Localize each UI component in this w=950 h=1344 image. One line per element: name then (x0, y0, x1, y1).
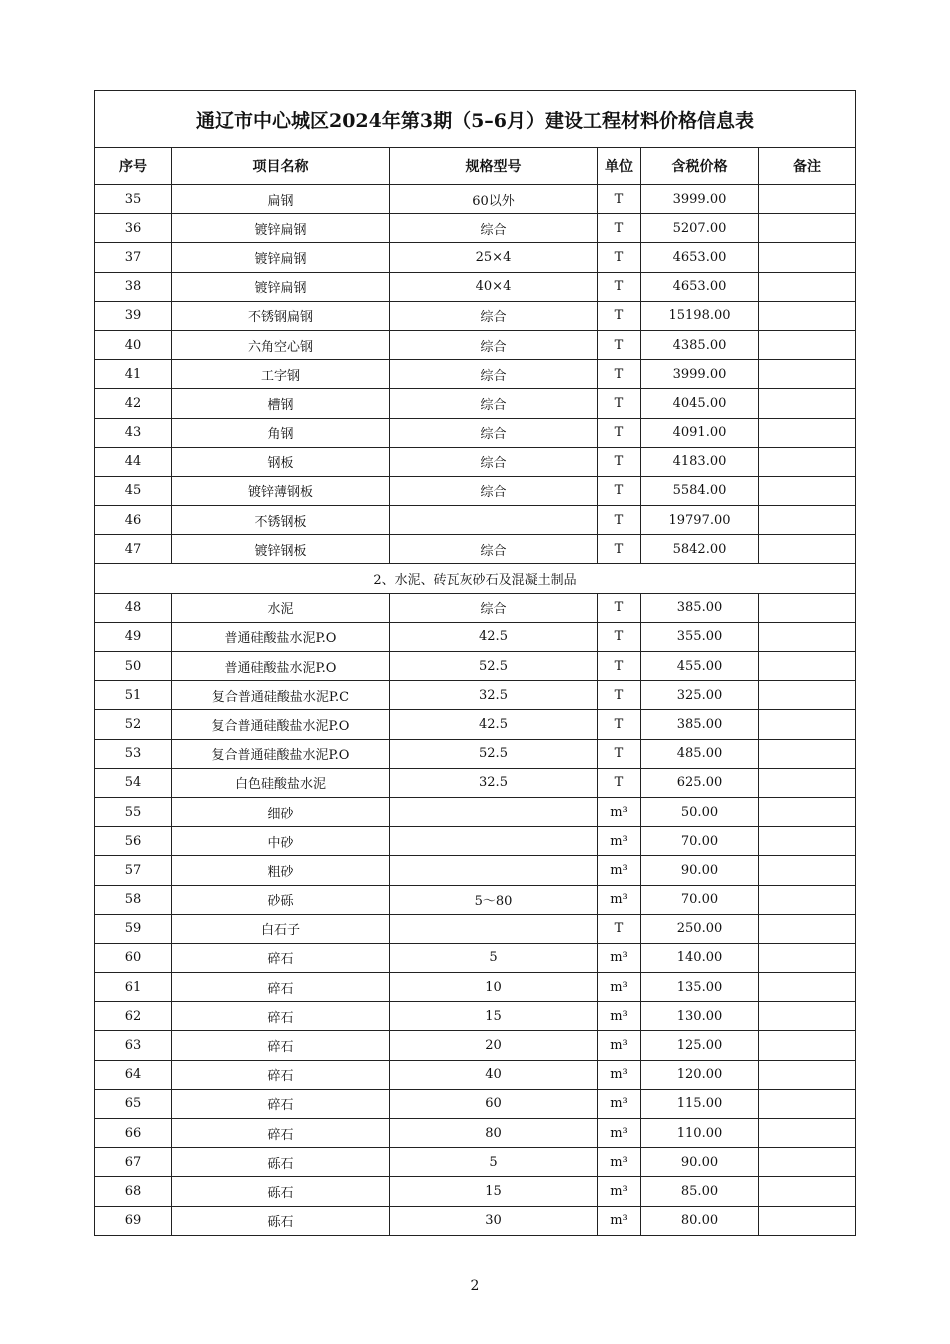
header-spec: 规格型号 (390, 148, 598, 185)
cell-unit: T (598, 447, 641, 476)
cell-name: 白石子 (172, 914, 390, 943)
cell-seq: 57 (95, 856, 172, 885)
cell-seq: 54 (95, 768, 172, 797)
cell-spec (390, 506, 598, 535)
cell-spec: 综合 (390, 330, 598, 359)
cell-remark (759, 943, 856, 972)
cell-price: 3999.00 (641, 360, 759, 389)
cell-name: 钢板 (172, 447, 390, 476)
section-heading: 2、水泥、砖瓦灰砂石及混凝土制品 (95, 564, 856, 593)
cell-remark (759, 360, 856, 389)
cell-name: 粗砂 (172, 856, 390, 885)
cell-seq: 37 (95, 243, 172, 272)
cell-name: 白色硅酸盐水泥 (172, 768, 390, 797)
cell-remark (759, 272, 856, 301)
cell-name: 中砂 (172, 827, 390, 856)
cell-spec: 10 (390, 973, 598, 1002)
cell-seq: 66 (95, 1119, 172, 1148)
cell-unit: T (598, 593, 641, 622)
cell-seq: 64 (95, 1060, 172, 1089)
cell-spec (390, 797, 598, 826)
cell-spec: 5 (390, 943, 598, 972)
section-row (95, 564, 856, 593)
cell-unit: T (598, 360, 641, 389)
table-row (95, 739, 856, 768)
table-row (95, 1089, 856, 1118)
cell-price: 4653.00 (641, 243, 759, 272)
cell-spec: 综合 (390, 535, 598, 564)
cell-seq: 62 (95, 1002, 172, 1031)
cell-name: 工字钢 (172, 360, 390, 389)
cell-name: 镀锌扁钢 (172, 272, 390, 301)
cell-name: 细砂 (172, 797, 390, 826)
cell-name: 六角空心钢 (172, 330, 390, 359)
cell-spec: 综合 (390, 360, 598, 389)
cell-remark (759, 185, 856, 214)
cell-spec: 32.5 (390, 768, 598, 797)
table-row (95, 1060, 856, 1089)
cell-remark (759, 681, 856, 710)
table-row (95, 214, 856, 243)
cell-price: 125.00 (641, 1031, 759, 1060)
cell-unit: T (598, 914, 641, 943)
cell-seq: 38 (95, 272, 172, 301)
cell-unit: T (598, 622, 641, 651)
cell-name: 扁钢 (172, 185, 390, 214)
cell-name: 不锈钢扁钢 (172, 301, 390, 330)
cell-unit: T (598, 768, 641, 797)
cell-seq: 44 (95, 447, 172, 476)
table-row (95, 593, 856, 622)
table-row (95, 389, 856, 418)
cell-name: 复合普通硅酸盐水泥P.O (172, 710, 390, 739)
table-row (95, 243, 856, 272)
cell-name: 镀锌钢板 (172, 535, 390, 564)
cell-seq: 47 (95, 535, 172, 564)
cell-unit: T (598, 185, 641, 214)
cell-seq: 67 (95, 1148, 172, 1177)
cell-unit: T (598, 389, 641, 418)
cell-price: 385.00 (641, 710, 759, 739)
cell-spec (390, 827, 598, 856)
cell-remark (759, 593, 856, 622)
cell-seq: 45 (95, 476, 172, 505)
table-row (95, 1031, 856, 1060)
cell-spec: 30 (390, 1206, 598, 1235)
table-row (95, 885, 856, 914)
cell-remark (759, 506, 856, 535)
cell-spec: 5 (390, 1148, 598, 1177)
cell-unit: m³ (598, 1089, 641, 1118)
cell-seq: 58 (95, 885, 172, 914)
cell-name: 砾石 (172, 1148, 390, 1177)
table-row (95, 476, 856, 505)
cell-name: 普通硅酸盐水泥P.O (172, 652, 390, 681)
table-row (95, 914, 856, 943)
cell-spec: 综合 (390, 593, 598, 622)
cell-seq: 46 (95, 506, 172, 535)
cell-name: 镀锌扁钢 (172, 243, 390, 272)
cell-unit: m³ (598, 827, 641, 856)
cell-unit: T (598, 681, 641, 710)
cell-remark (759, 914, 856, 943)
cell-name: 砾石 (172, 1206, 390, 1235)
cell-spec: 52.5 (390, 739, 598, 768)
cell-remark (759, 710, 856, 739)
header-seq: 序号 (95, 148, 172, 185)
cell-spec: 综合 (390, 447, 598, 476)
cell-seq: 52 (95, 710, 172, 739)
cell-remark (759, 389, 856, 418)
cell-remark (759, 652, 856, 681)
cell-price: 625.00 (641, 768, 759, 797)
table-row (95, 301, 856, 330)
cell-remark (759, 1119, 856, 1148)
cell-spec: 42.5 (390, 710, 598, 739)
cell-remark (759, 1206, 856, 1235)
table-row (95, 360, 856, 389)
cell-name: 砂砾 (172, 885, 390, 914)
cell-unit: m³ (598, 1206, 641, 1235)
cell-remark (759, 1089, 856, 1118)
table-row (95, 827, 856, 856)
cell-price: 5207.00 (641, 214, 759, 243)
cell-name: 碎石 (172, 1060, 390, 1089)
cell-name: 普通硅酸盐水泥P.O (172, 622, 390, 651)
cell-name: 碎石 (172, 943, 390, 972)
cell-unit: m³ (598, 1177, 641, 1206)
cell-spec: 综合 (390, 214, 598, 243)
cell-spec: 综合 (390, 418, 598, 447)
table-row (95, 185, 856, 214)
cell-name: 水泥 (172, 593, 390, 622)
cell-name: 碎石 (172, 1031, 390, 1060)
cell-remark (759, 1177, 856, 1206)
cell-price: 19797.00 (641, 506, 759, 535)
cell-name: 镀锌薄钢板 (172, 476, 390, 505)
cell-price: 4653.00 (641, 272, 759, 301)
cell-price: 325.00 (641, 681, 759, 710)
table-row (95, 1119, 856, 1148)
cell-price: 110.00 (641, 1119, 759, 1148)
cell-seq: 53 (95, 739, 172, 768)
cell-spec (390, 856, 598, 885)
header-remark: 备注 (759, 148, 856, 185)
cell-seq: 68 (95, 1177, 172, 1206)
cell-unit: T (598, 739, 641, 768)
cell-seq: 41 (95, 360, 172, 389)
cell-seq: 69 (95, 1206, 172, 1235)
cell-seq: 63 (95, 1031, 172, 1060)
cell-seq: 50 (95, 652, 172, 681)
cell-price: 485.00 (641, 739, 759, 768)
cell-unit: m³ (598, 1148, 641, 1177)
cell-name: 镀锌扁钢 (172, 214, 390, 243)
cell-unit: T (598, 330, 641, 359)
cell-price: 4091.00 (641, 418, 759, 447)
cell-seq: 65 (95, 1089, 172, 1118)
table-row (95, 973, 856, 1002)
cell-unit: T (598, 535, 641, 564)
cell-name: 碎石 (172, 1089, 390, 1118)
cell-price: 140.00 (641, 943, 759, 972)
table-row (95, 1177, 856, 1206)
cell-price: 5842.00 (641, 535, 759, 564)
cell-price: 5584.00 (641, 476, 759, 505)
cell-spec: 40 (390, 1060, 598, 1089)
cell-remark (759, 243, 856, 272)
cell-name: 复合普通硅酸盐水泥P.O (172, 739, 390, 768)
cell-remark (759, 827, 856, 856)
cell-seq: 48 (95, 593, 172, 622)
table-row (95, 710, 856, 739)
cell-seq: 43 (95, 418, 172, 447)
table-row (95, 535, 856, 564)
cell-unit: m³ (598, 943, 641, 972)
cell-name: 槽钢 (172, 389, 390, 418)
cell-remark (759, 418, 856, 447)
price-table (94, 90, 856, 1236)
cell-seq: 35 (95, 185, 172, 214)
cell-seq: 42 (95, 389, 172, 418)
table-row (95, 622, 856, 651)
cell-spec: 15 (390, 1002, 598, 1031)
cell-remark (759, 622, 856, 651)
cell-unit: T (598, 243, 641, 272)
cell-price: 250.00 (641, 914, 759, 943)
cell-remark (759, 739, 856, 768)
cell-price: 50.00 (641, 797, 759, 826)
cell-spec: 60 (390, 1089, 598, 1118)
cell-remark (759, 1002, 856, 1031)
cell-price: 4385.00 (641, 330, 759, 359)
cell-unit: T (598, 214, 641, 243)
cell-remark (759, 535, 856, 564)
cell-price: 385.00 (641, 593, 759, 622)
cell-seq: 59 (95, 914, 172, 943)
cell-spec: 80 (390, 1119, 598, 1148)
cell-remark (759, 1148, 856, 1177)
cell-unit: m³ (598, 885, 641, 914)
cell-spec: 15 (390, 1177, 598, 1206)
cell-remark (759, 797, 856, 826)
header-unit: 单位 (598, 148, 641, 185)
cell-price: 15198.00 (641, 301, 759, 330)
table-row (95, 681, 856, 710)
header-name: 项目名称 (172, 148, 390, 185)
cell-name: 砾石 (172, 1177, 390, 1206)
table-row (95, 943, 856, 972)
table-body (95, 185, 856, 1236)
cell-spec: 综合 (390, 476, 598, 505)
cell-price: 4183.00 (641, 447, 759, 476)
cell-unit: T (598, 418, 641, 447)
cell-remark (759, 973, 856, 1002)
cell-seq: 56 (95, 827, 172, 856)
cell-spec: 32.5 (390, 681, 598, 710)
cell-unit: T (598, 476, 641, 505)
cell-spec: 40×4 (390, 272, 598, 301)
cell-unit: m³ (598, 973, 641, 1002)
header-row (95, 148, 856, 185)
cell-spec: 42.5 (390, 622, 598, 651)
cell-unit: m³ (598, 1031, 641, 1060)
cell-price: 90.00 (641, 856, 759, 885)
cell-name: 碎石 (172, 1119, 390, 1148)
cell-name: 角钢 (172, 418, 390, 447)
cell-seq: 49 (95, 622, 172, 651)
cell-price: 355.00 (641, 622, 759, 651)
table-row (95, 418, 856, 447)
price-table-container (94, 90, 855, 1236)
cell-seq: 51 (95, 681, 172, 710)
cell-name: 不锈钢板 (172, 506, 390, 535)
cell-remark (759, 768, 856, 797)
cell-spec: 综合 (390, 301, 598, 330)
cell-price: 85.00 (641, 1177, 759, 1206)
cell-name: 复合普通硅酸盐水泥P.C (172, 681, 390, 710)
table-row (95, 506, 856, 535)
cell-spec (390, 914, 598, 943)
cell-seq: 61 (95, 973, 172, 1002)
cell-unit: m³ (598, 1060, 641, 1089)
cell-price: 70.00 (641, 827, 759, 856)
cell-price: 135.00 (641, 973, 759, 1002)
table-row (95, 1206, 856, 1235)
cell-unit: m³ (598, 856, 641, 885)
cell-remark (759, 1031, 856, 1060)
cell-seq: 55 (95, 797, 172, 826)
cell-remark (759, 1060, 856, 1089)
cell-unit: T (598, 710, 641, 739)
cell-unit: T (598, 301, 641, 330)
page-number: 2 (470, 1278, 480, 1294)
table-row (95, 1148, 856, 1177)
cell-price: 80.00 (641, 1206, 759, 1235)
cell-price: 130.00 (641, 1002, 759, 1031)
cell-unit: T (598, 652, 641, 681)
table-row (95, 272, 856, 301)
cell-price: 455.00 (641, 652, 759, 681)
cell-remark (759, 885, 856, 914)
cell-price: 115.00 (641, 1089, 759, 1118)
cell-spec: 综合 (390, 389, 598, 418)
table-row (95, 447, 856, 476)
cell-name: 碎石 (172, 1002, 390, 1031)
cell-unit: m³ (598, 1002, 641, 1031)
cell-unit: m³ (598, 1119, 641, 1148)
cell-price: 120.00 (641, 1060, 759, 1089)
cell-seq: 40 (95, 330, 172, 359)
header-price: 含税价格 (641, 148, 759, 185)
cell-price: 90.00 (641, 1148, 759, 1177)
table-row (95, 768, 856, 797)
cell-unit: T (598, 506, 641, 535)
cell-unit: T (598, 272, 641, 301)
cell-spec: 20 (390, 1031, 598, 1060)
table-row (95, 856, 856, 885)
table-row (95, 652, 856, 681)
table-row (95, 797, 856, 826)
cell-remark (759, 476, 856, 505)
cell-price: 3999.00 (641, 185, 759, 214)
cell-spec: 5～80 (390, 885, 598, 914)
cell-spec: 60以外 (390, 185, 598, 214)
cell-unit: m³ (598, 797, 641, 826)
cell-remark (759, 301, 856, 330)
table-row (95, 1002, 856, 1031)
cell-remark (759, 214, 856, 243)
cell-remark (759, 447, 856, 476)
cell-seq: 60 (95, 943, 172, 972)
cell-remark (759, 856, 856, 885)
cell-price: 4045.00 (641, 389, 759, 418)
cell-seq: 39 (95, 301, 172, 330)
table-title: 通辽市中心城区2024年第3期（5–6月）建设工程材料价格信息表 (95, 91, 856, 148)
cell-spec: 25×4 (390, 243, 598, 272)
cell-name: 碎石 (172, 973, 390, 1002)
cell-price: 70.00 (641, 885, 759, 914)
cell-seq: 36 (95, 214, 172, 243)
cell-remark (759, 330, 856, 359)
cell-spec: 52.5 (390, 652, 598, 681)
table-row (95, 330, 856, 359)
